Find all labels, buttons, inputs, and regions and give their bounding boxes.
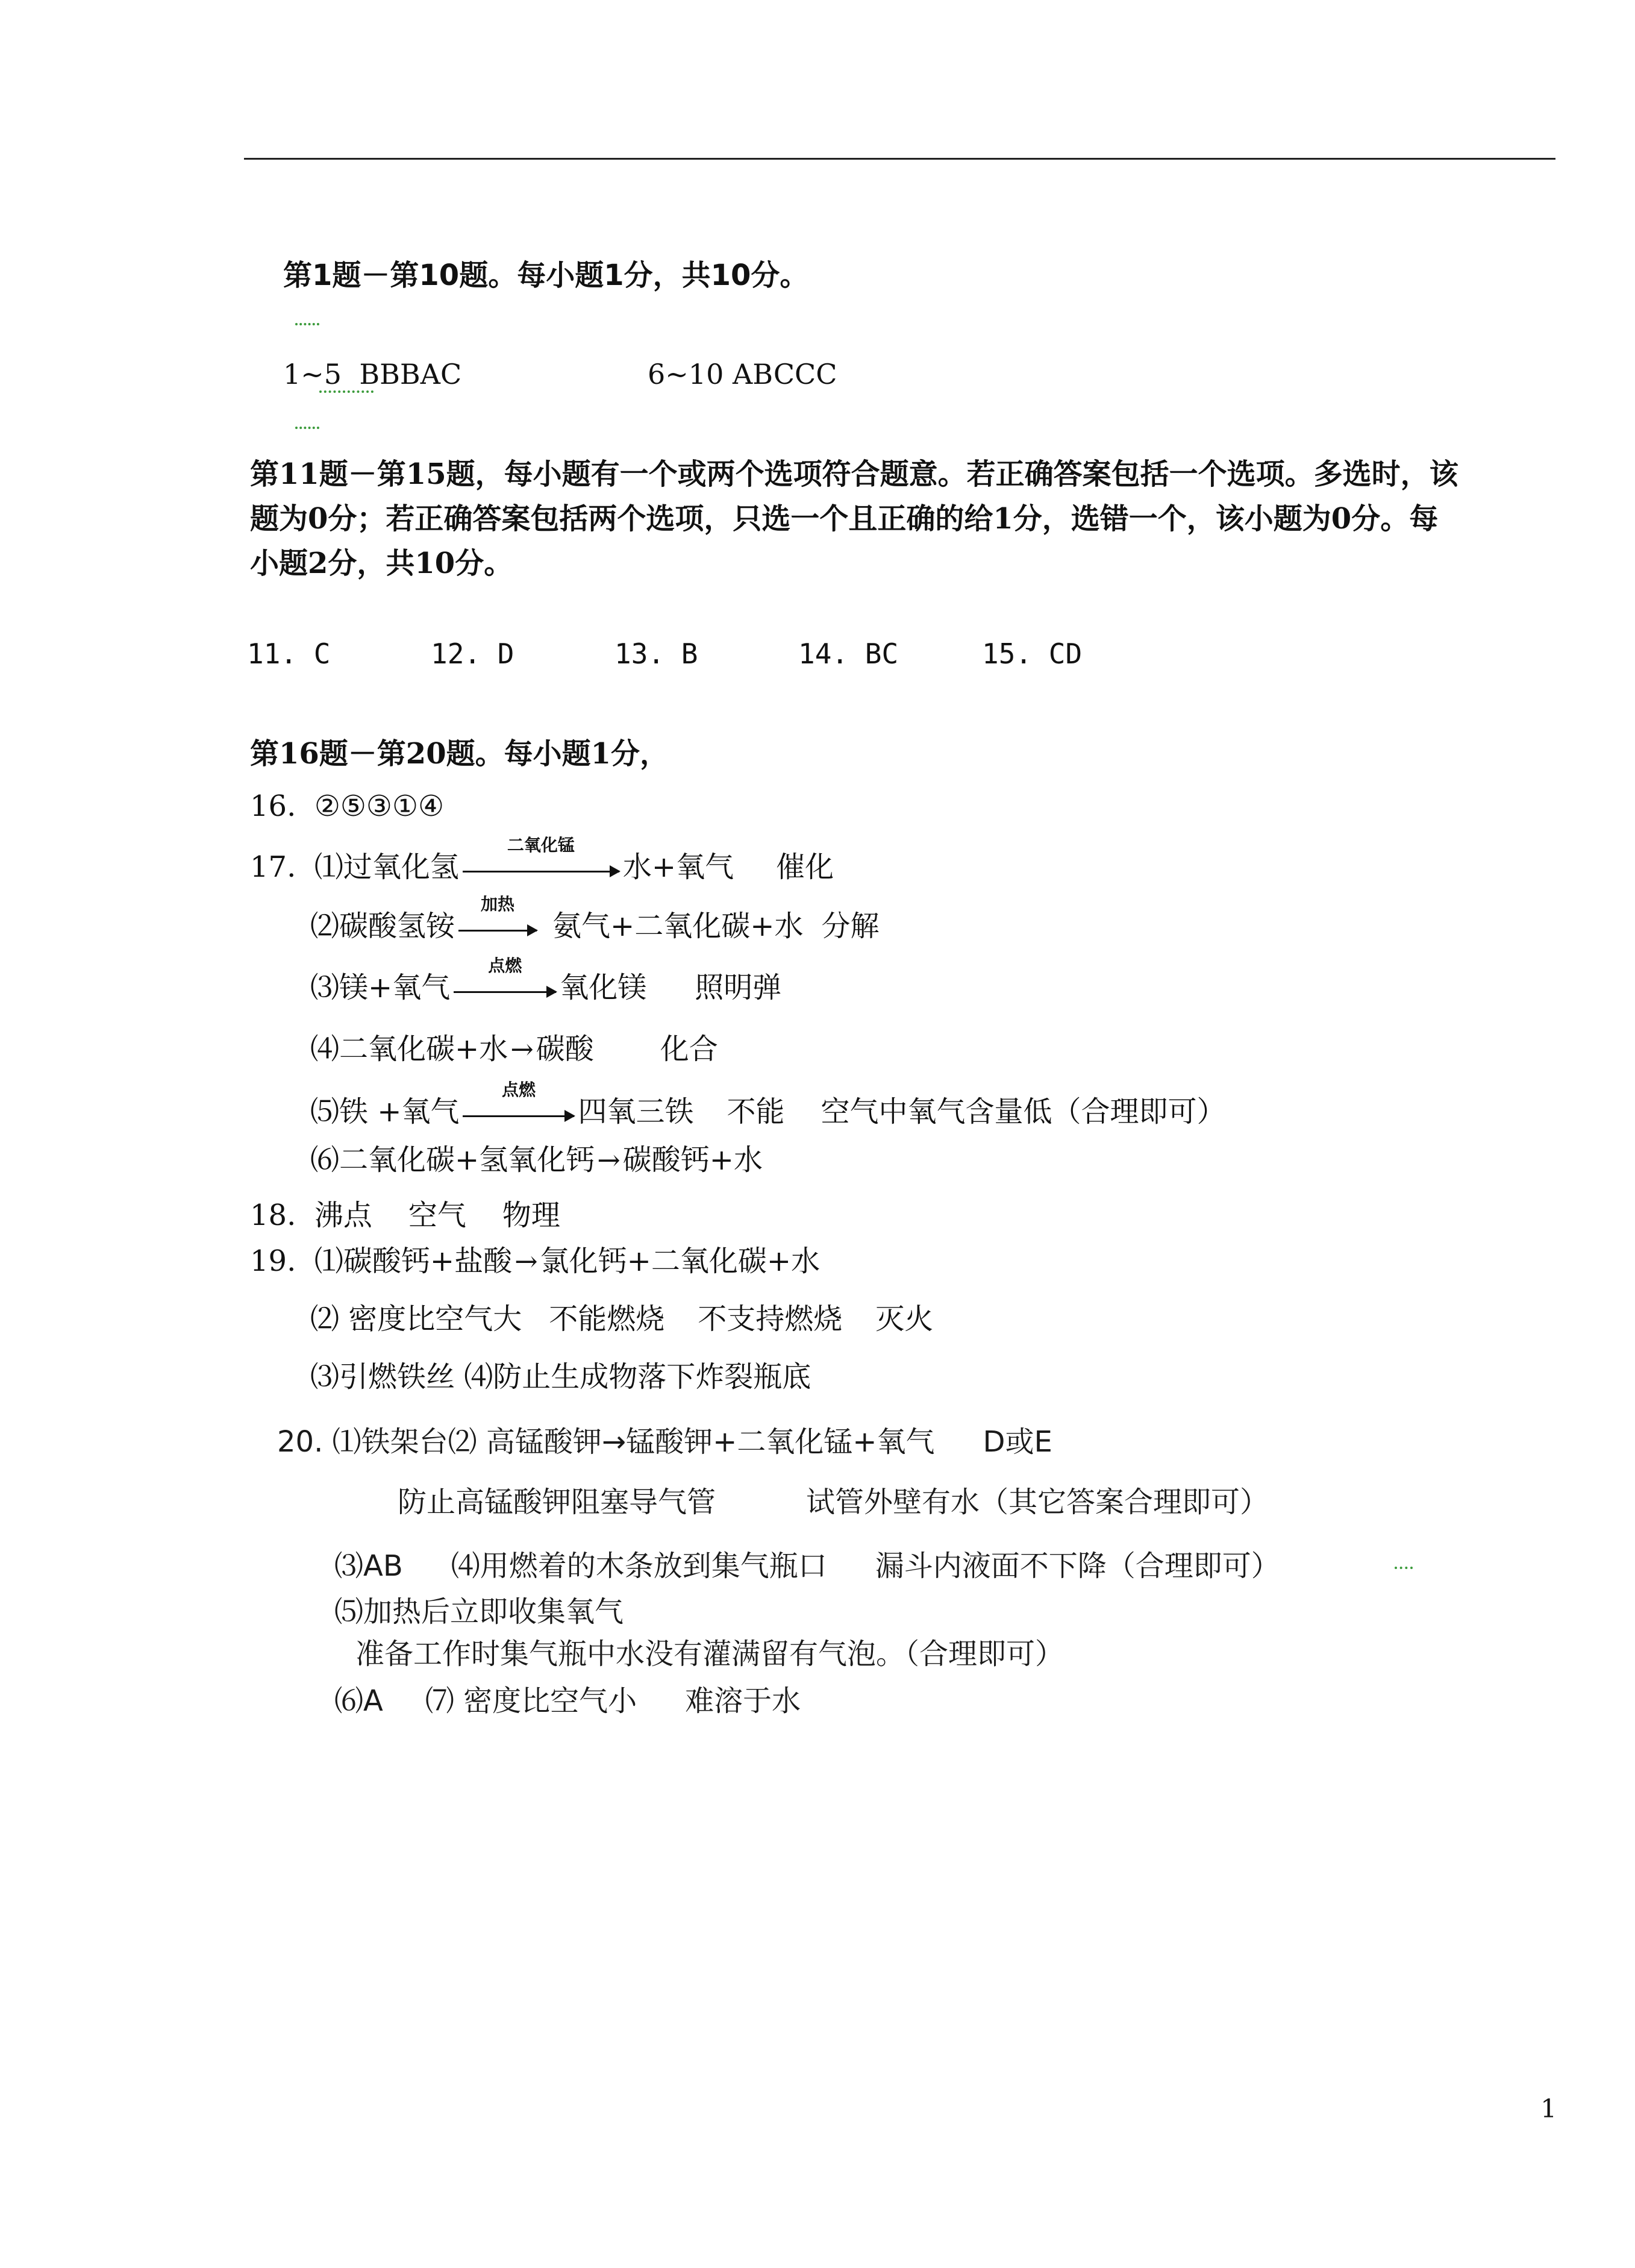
page-number: 1 (1540, 2094, 1557, 2123)
reaction-arrow (454, 955, 556, 1007)
q18-a: 沸点 (314, 1198, 372, 1232)
q20-l3-b: ⑷用燃着的木条放到集气瓶口 (451, 1549, 827, 1583)
q16-number: 16. (250, 789, 296, 823)
q20-line2 (398, 1479, 1269, 1520)
q17-line6 (310, 1136, 763, 1178)
q20-l1-collection: D或E (983, 1425, 1052, 1459)
header-rule (244, 158, 1555, 160)
reaction-arrow (463, 835, 619, 886)
answers-b-value: ABCCC (732, 358, 837, 390)
q17-l5-product: 四氧三铁 (578, 1095, 694, 1129)
reaction-condition: 二氧化锰 (507, 835, 575, 855)
q17-l5-reactant: ⑸铁 +氧气 (310, 1095, 460, 1129)
q18 (250, 1192, 560, 1233)
q20-l3-a: ⑶AB (334, 1549, 403, 1583)
q20-line1 (277, 1418, 1052, 1460)
arrow-icon: → (597, 1144, 621, 1176)
q17-l3-use: 照明弹 (695, 971, 782, 1004)
spell-squiggle (295, 422, 319, 429)
q19-number: 19. (250, 1244, 296, 1278)
q20-l2-reason-b: 试管外壁有水（其它答案合理即可） (806, 1485, 1269, 1519)
answers-a-label: 1~5 (283, 358, 342, 390)
q16-answer: ②⑤③①④ (314, 789, 445, 823)
q17-l4-product: 碳酸 (536, 1032, 594, 1066)
spell-squiggle (319, 386, 374, 393)
section2-header-line2: 题为0分；若正确答案包括两个选项，只选一个且正确的给1分，选错一个，该小题为0分。每 (250, 502, 1439, 536)
q20-l1-equation: 20. ⑴铁架台⑵ 高锰酸钾→锰酸钾+二氧化锰+氧气 (277, 1425, 935, 1459)
q17-l3-reactant: ⑶镁+氧气 (310, 971, 451, 1004)
q11-answer: 11. C (247, 637, 331, 670)
q19-l2-d: 灭火 (875, 1302, 934, 1336)
q20-l2-reason: 防止高锰酸钾阻塞导气管 (398, 1485, 716, 1519)
q20-line3 (334, 1543, 1280, 1584)
q17-line5 (310, 1079, 1226, 1131)
q17-line4 (310, 1026, 718, 1067)
q20-l6-c: 难溶于水 (685, 1684, 801, 1718)
q12-answer: 12. D (431, 637, 514, 670)
reaction-condition: 加热 (481, 894, 515, 914)
reaction-arrow (458, 894, 537, 945)
q17-line3 (310, 955, 782, 1007)
q19-line3: ⑶引燃铁丝 ⑷防止生成物落下炸裂瓶底 (310, 1360, 811, 1394)
q17-l1-type: 催化 (776, 850, 834, 884)
q18-b: 空气 (408, 1198, 466, 1232)
q19-l2-a: ⑵ 密度比空气大 (310, 1302, 522, 1336)
q17-l2-product: 氨气+二氧化碳+水 (552, 909, 804, 943)
q18-number: 18. (250, 1198, 296, 1232)
q17-l5-answer: 不能 (727, 1095, 785, 1129)
q15-answer: 15. CD (982, 637, 1083, 670)
reaction-arrow (463, 1079, 574, 1131)
q19-line1 (250, 1238, 820, 1279)
q14-answer: 14. BC (798, 637, 899, 670)
q13-answer: 13. B (614, 637, 698, 670)
q17-l1-product: 水+氧气 (622, 850, 734, 884)
q19-l1-reactant: ⑴碳酸钙+盐酸 (314, 1244, 513, 1278)
spell-squiggle (295, 318, 319, 325)
arrow-icon: → (510, 1033, 534, 1065)
q17-l2-reactant: ⑵碳酸氢铵 (310, 909, 455, 943)
section2-header-line3: 小题2分，共10分。 (250, 547, 513, 580)
q20-line4: ⑸加热后立即收集氧气 (334, 1595, 624, 1629)
reaction-condition: 点燃 (501, 1079, 536, 1100)
section1-header: 第1题－第10题。每小题1分，共10分。 (283, 258, 809, 292)
reaction-condition: 点燃 (488, 955, 522, 976)
q18-c: 物理 (502, 1198, 560, 1232)
q19-l2-c: 不支持燃烧 (698, 1302, 843, 1336)
q20-l3-c: 漏斗内液面不下降（合理即可） (875, 1549, 1280, 1583)
q17-l1-reactant: ⑴过氧化氢 (314, 850, 459, 884)
answers-a-value: BBBAC (359, 358, 462, 390)
q17-l4-reactant: ⑷二氧化碳+水 (310, 1032, 508, 1066)
q17-l5-reason: 空气中氧气含量低（合理即可） (821, 1095, 1226, 1129)
q17-l6-reactant: ⑹二氧化碳+氢氧化钙 (310, 1143, 595, 1177)
answers-b-label: 6~10 (648, 358, 724, 390)
q17-line1 (250, 835, 834, 886)
section1-answers-b (648, 358, 837, 390)
arrow-icon: → (514, 1245, 538, 1277)
q17-l2-type: 分解 (821, 909, 880, 943)
q17-line2 (310, 894, 880, 945)
q19-l1-product: 氯化钙+二氧化碳+水 (540, 1244, 821, 1278)
q17-number: 17. (250, 850, 296, 884)
section3-header: 第16题－第20题。每小题1分， (250, 737, 669, 771)
q20-l6-b: ⑺ 密度比空气小 (425, 1684, 637, 1718)
q16 (250, 789, 444, 823)
q17-l6-product: 碳酸钙+水 (622, 1143, 763, 1177)
q17-l4-type: 化合 (660, 1032, 718, 1066)
q19-line2 (310, 1295, 933, 1337)
spell-squiggle (1395, 1562, 1413, 1569)
q17-l3-product: 氧化镁 (560, 971, 647, 1004)
q20-line5: 准备工作时集气瓶中水没有灌满留有气泡。（合理即可） (355, 1637, 1064, 1671)
q19-l2-b: 不能燃烧 (549, 1302, 665, 1336)
q20-l6-a: ⑹A (334, 1684, 383, 1718)
section2-header-line1: 第11题－第15题，每小题有一个或两个选项符合题意。若正确答案包括一个选项。多选时，该 (250, 457, 1458, 491)
q20-line6 (334, 1678, 801, 1719)
